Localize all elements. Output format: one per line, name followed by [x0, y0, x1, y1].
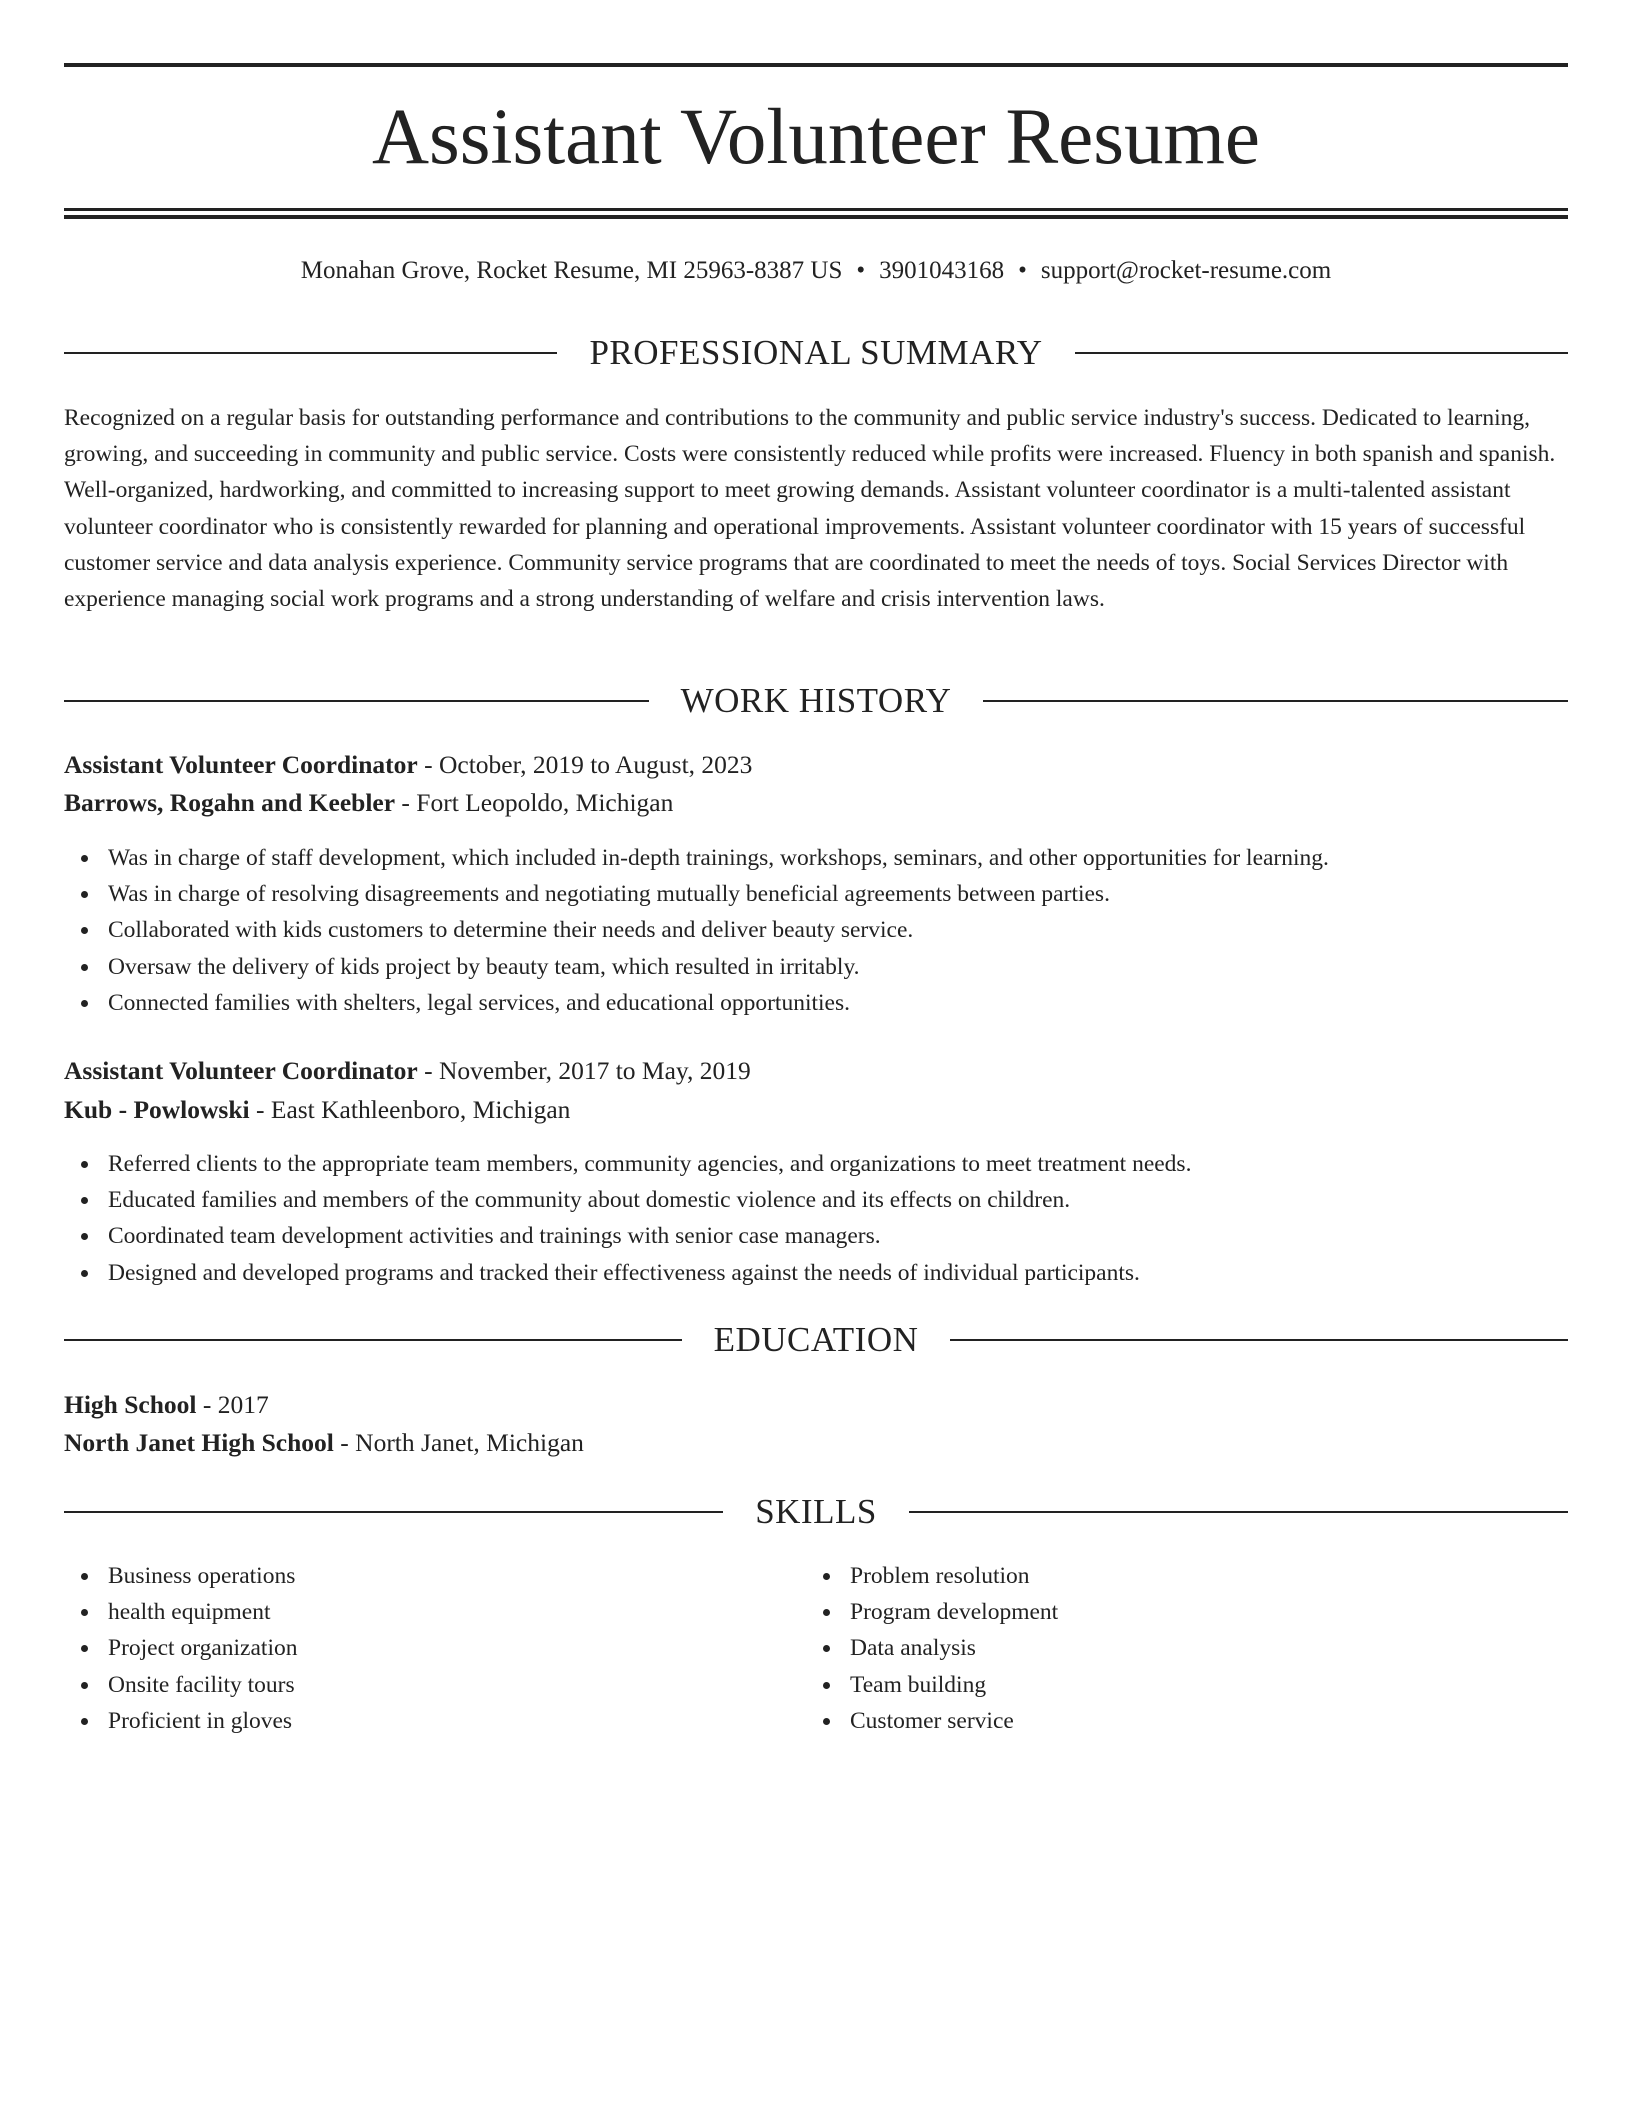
- contact-line: [64, 254, 1568, 288]
- job-dates: - November, 2017 to May, 2019: [417, 1056, 751, 1085]
- skill-item: health equipment: [64, 1594, 764, 1630]
- list-item: Connected families with shelters, legal services, and educational opportunities.: [64, 985, 1568, 1021]
- skills-list-right: [806, 1558, 1506, 1739]
- header-double-rule-lower: [64, 215, 1568, 219]
- education-degree: High School: [64, 1390, 197, 1419]
- list-item: Oversaw the delivery of kids project by beauty team, which resulted in irritably.: [64, 949, 1568, 985]
- job-bullet-list: [64, 1146, 1568, 1291]
- resume-title: Assistant Volunteer Resume: [372, 94, 1260, 181]
- contact-email: support@rocket-resume.com: [1040, 257, 1332, 284]
- section-heading-skills: [64, 1492, 1568, 1532]
- section-rule-right: [983, 700, 1568, 702]
- skill-item: Problem resolution: [806, 1558, 1506, 1594]
- education-year: - 2017: [196, 1390, 269, 1419]
- section-heading-summary: [64, 333, 1568, 373]
- section-title: PROFESSIONAL SUMMARY: [589, 333, 1043, 372]
- header-top-rule: [64, 63, 1568, 67]
- job-title: Assistant Volunteer Coordinator: [64, 1056, 418, 1085]
- section-heading-education: [64, 1320, 1568, 1360]
- list-item: Referred clients to the appropriate team members, community agencies, and organizations to meet treatment needs.: [64, 1146, 1568, 1182]
- section-rule-left: [64, 700, 649, 702]
- section-title: WORK HISTORY: [680, 681, 952, 720]
- job-title-line: [64, 1054, 1568, 1088]
- list-item: Coordinated team development activities and trainings with senior case managers.: [64, 1218, 1568, 1254]
- job-company-line: [64, 786, 1568, 820]
- list-item: Was in charge of staff development, which included in-depth trainings, workshops, seminars, and other opportunities for learning.: [64, 840, 1568, 876]
- skill-item: Data analysis: [806, 1630, 1506, 1666]
- section-rule-right: [950, 1339, 1568, 1341]
- list-item: Collaborated with kids customers to determine their needs and deliver beauty service.: [64, 912, 1568, 948]
- contact-separator: •: [856, 257, 866, 284]
- contact-phone: 3901043168: [879, 257, 1005, 284]
- list-item: Designed and developed programs and tracked their effectiveness against the needs of individual participants.: [64, 1255, 1568, 1291]
- job-company-line: [64, 1093, 1568, 1127]
- header-double-rule-upper: [64, 208, 1568, 211]
- job-location: - East Kathleenboro, Michigan: [249, 1095, 571, 1124]
- section-title: SKILLS: [755, 1492, 877, 1531]
- education-school: North Janet High School: [64, 1428, 334, 1457]
- section-rule-right: [1075, 352, 1568, 354]
- education-degree-line: [64, 1388, 1568, 1422]
- job-title: Assistant Volunteer Coordinator: [64, 750, 418, 779]
- skill-item: Business operations: [64, 1558, 764, 1594]
- section-rule-left: [64, 352, 557, 354]
- job-bullet-list: [64, 840, 1568, 1021]
- skill-item: Team building: [806, 1667, 1506, 1703]
- job-dates: - October, 2019 to August, 2023: [417, 750, 753, 779]
- skill-item: Onsite facility tours: [64, 1667, 764, 1703]
- skills-list-left: [64, 1558, 764, 1739]
- summary-paragraph: Recognized on a regular basis for outstanding performance and contributions to the community and public service industry's success. Dedicated to learning, growing, and succeeding in community and public service. Costs were consistently reduced while profits were increased. Fluency in both spanish and spanish. Well-organized, hardworking, and committed to increasing support to meet growing demands. Assistant volunteer coordinator is a multi-talented assistant volunteer coordinator who is consistently rewarded for planning and operational improvements. Assistant volunteer coordinator with 15 years of successful customer service and data analysis experience. Community service programs that are coordinated to meet the needs of toys. Social Services Director with experience managing social work programs and a strong understanding of welfare and crisis intervention laws.: [64, 405, 1556, 613]
- section-rule-left: [64, 1511, 723, 1513]
- skill-item: Proficient in gloves: [64, 1703, 764, 1739]
- job-company: Barrows, Rogahn and Keebler: [64, 788, 396, 817]
- job-location: - Fort Leopoldo, Michigan: [395, 788, 674, 817]
- education-school-line: [64, 1426, 1568, 1460]
- skill-item: Customer service: [806, 1703, 1506, 1739]
- skill-item: Program development: [806, 1594, 1506, 1630]
- section-heading-work-history: [64, 681, 1568, 721]
- list-item: Was in charge of resolving disagreements and negotiating mutually beneficial agreements between parties.: [64, 876, 1568, 912]
- contact-address: Monahan Grove, Rocket Resume, MI 25963-8387 US: [300, 257, 843, 284]
- section-rule-right: [909, 1511, 1568, 1513]
- education-location: - North Janet, Michigan: [333, 1428, 584, 1457]
- contact-separator: •: [1018, 257, 1027, 284]
- job-company: Kub - Powlowski: [64, 1095, 250, 1124]
- skill-item: Project organization: [64, 1630, 764, 1666]
- job-title-line: [64, 748, 1568, 782]
- section-title: EDUCATION: [713, 1320, 919, 1359]
- section-rule-left: [64, 1339, 682, 1341]
- list-item: Educated families and members of the community about domestic violence and its effects on children.: [64, 1182, 1568, 1218]
